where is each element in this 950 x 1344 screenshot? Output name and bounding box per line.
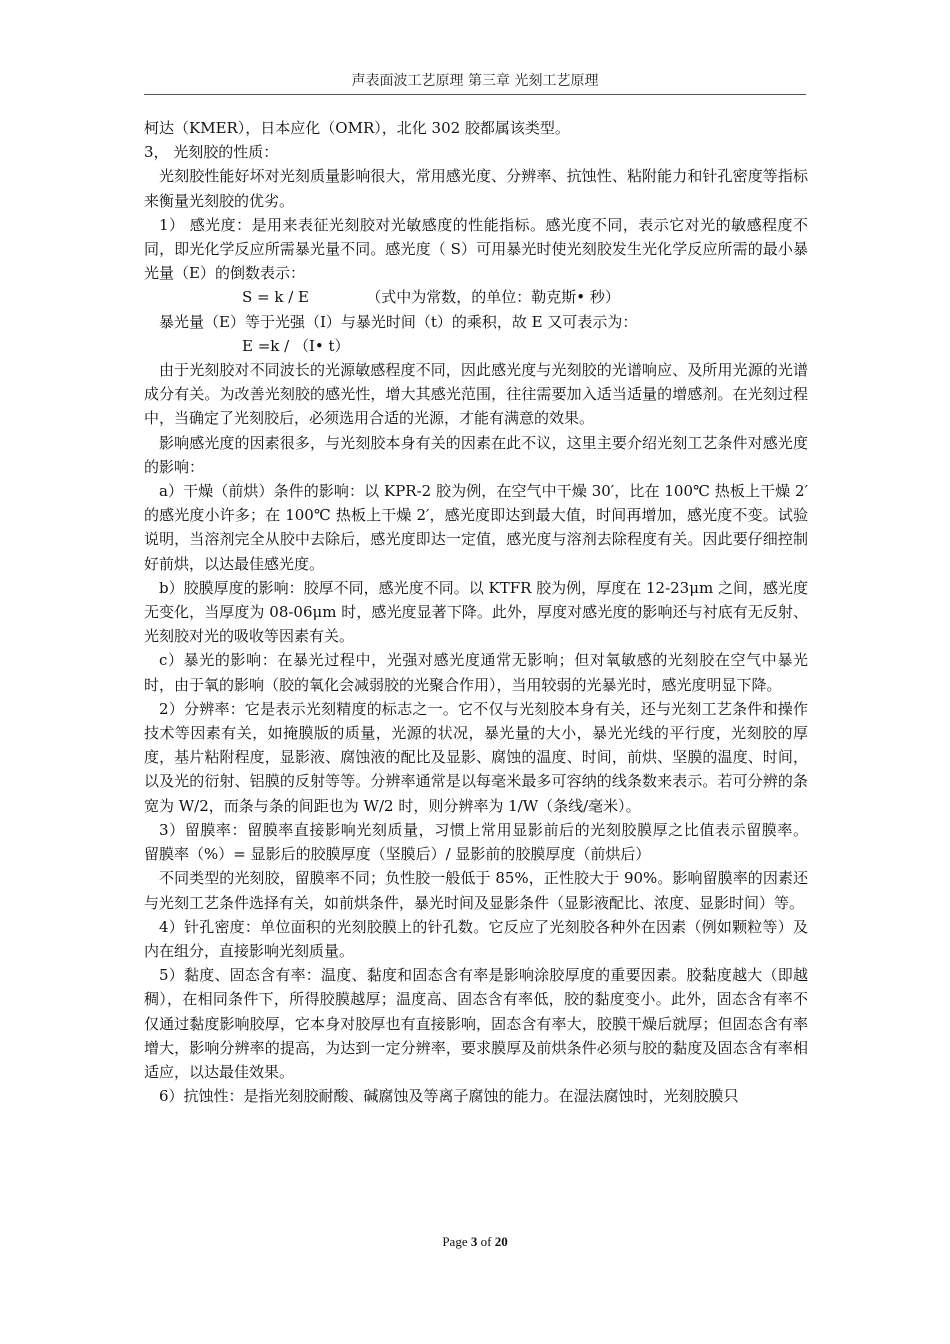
paragraph-retention-types: 不同类型的光刻胶，留膜率不同；负性胶一般低于 85%，正性胶大于 90%。影响留膜率的因素还与光刻工艺条件选择有关，如前烘条件，暴光时间及显影条件（显影液配比、浓度、显影时间）等。 xyxy=(144,869,808,912)
footer-page-number: 3 xyxy=(470,1234,478,1249)
paragraph-etch-resistance: 6）抗蚀性：是指光刻胶耐酸、碱腐蚀及等离子腐蚀的能力。在湿法腐蚀时，光刻胶膜只 xyxy=(159,1087,739,1106)
paragraph-spectral-response: 由于光刻胶对不同波长的光源敏感程度不同，因此感光度与光刻胶的光谱响应、及所用光源的光谱成分有关。为改善光刻胶的感光性，增大其感光范围，往往需要加入适当适量的增感剂。在光刻过程中，当确定了光刻胶后，必须选用合适的光源，才能有满意的效果。 xyxy=(144,361,808,428)
page-footer xyxy=(0,1234,950,1250)
paragraph-film-retention: 3）留膜率：留膜率直接影响光刻质量，习惯上常用显影前后的光刻胶膜厚之比值表示留膜率。 留膜率（%）= 显影后的胶膜厚度（坚膜后）/ 显影前的胶膜厚度（前烘后） xyxy=(144,820,837,864)
running-header: 声表面波工艺原理 第三章 光刻工艺原理 xyxy=(351,73,599,89)
paragraph-item-c-exposure: c）暴光的影响：在暴光过程中，光强对感光度通常无影响；但对氧敏感的光刻胶在空气中暴光时，由于氧的影响（胶的氧化会减弱胶的光聚合作用），当用较弱的光暴光时，感光度明显下降。 xyxy=(144,651,808,694)
formula-sensitivity: S = k / E （式中为常数，的单位：勒克斯• 秒） xyxy=(242,288,620,307)
paragraph-resolution: 2）分辨率：它是表示光刻精度的标志之一。它不仅与光刻胶本身有关，还与光刻工艺条件和操作技术等因素有关，如掩膜版的质量，光源的状况，暴光量的大小，暴光光线的平行度，光刻胶的厚度，基片粘附程度，显影液、腐蚀液的配比及显影、腐蚀的温度、时间，前烘、坚膜的温度、时间，以及光的衍射、铝膜的反射等等。分辨率通常是以每毫米最多可容纳的线条数来表示。若可分辨的条宽为 W/2，而条与条的间距也为 W/2 时，则分辨率为 1/W（条线/毫米）。 xyxy=(144,699,808,815)
paragraph-pinhole-density: 4）针孔密度：单位面积的光刻胶膜上的针孔数。它反应了光刻胶各种外在因素（例如颗粒等）及内在组分，直接影响光刻质量。 xyxy=(144,917,808,960)
page-body xyxy=(144,116,837,1108)
footer-of: of xyxy=(477,1234,495,1249)
section-heading-properties: 3， 光刻胶的性质： xyxy=(144,143,279,162)
paragraph-sensitivity: 1） 感光度：是用来表征光刻胶对光敏感度的性能指标。感光度不同，表示它对光的敏感程度不同，即光化学反应所需暴光量不同。感光度（ S）可用暴光时使光刻胶发生光化学反应所需的最小暴光量（E）的倒数表示： xyxy=(144,215,808,283)
formula-exposure: E =k / （I• t） xyxy=(242,336,350,355)
paragraph-viscosity: 5）黏度、固态含有率：温度、黏度和固态含有率是影响涂胶厚度的重要因素。胶黏度越大（即越稠），在相同条件下，所得胶膜越厚；温度高、固态含有率低，胶的黏度变小。此外，固态含有率不仅通过黏度影响胶厚，它本身对胶厚也有直接影响，固态含有率大，胶膜干燥后就厚；但固态含有率增大，影响分辨率的提高，为达到一定分辨率，要求膜厚及前烘条件必须与胶的黏度及固态含有率相适应，以达最佳效果。 xyxy=(144,966,808,1081)
paragraph-item-b-thickness: b）胶膜厚度的影响：胶厚不同，感光度不同。以 KTFR 胶为例，厚度在 12-23μm 之间，感光度无变化，当厚度为 08-06μm 时，感光度显著下降。此外，厚度对感光度的影响还与衬底有无反射、光刻胶对光的吸收等因素有关。 xyxy=(144,578,808,646)
paragraph-factors: 影响感光度的因素很多，与光刻胶本身有关的因素在此不议，这里主要介绍光刻工艺条件对感光度的影响： xyxy=(144,433,808,476)
paragraph-exposure: 暴光量（E）等于光强（I）与暴光时间（t）的乘积，故 E 又可表示为： xyxy=(159,312,638,331)
footer-page-total: 20 xyxy=(494,1234,508,1249)
paragraph-item-a-drying: a）干燥（前烘）条件的影响：以 KPR-2 胶为例，在空气中干燥 30′，比在 100℃ 热板上干燥 2′的感光度小许多；在 100℃ 热板上干燥 2′，感光度即达到最大值，时间再增加，感光度不变。试验说明，当溶剂完全从胶中去除后，感光度即达一定值，感光度与溶剂去除程度有关。因此要仔细控制好前烘，以达最佳感光度。 xyxy=(144,482,808,573)
paragraph-intro: 光刻胶性能好坏对光刻质量影响很大，常用感光度、分辨率、抗蚀性、粘附能力和针孔密度等指标来衡量光刻胶的优劣。 xyxy=(144,167,808,210)
footer-prefix: Page xyxy=(442,1234,471,1249)
header-divider xyxy=(144,94,806,95)
paragraph-continuation: 柯达（KMER），日本应化（OMR），北化 302 胶都属该类型。 xyxy=(144,119,570,137)
